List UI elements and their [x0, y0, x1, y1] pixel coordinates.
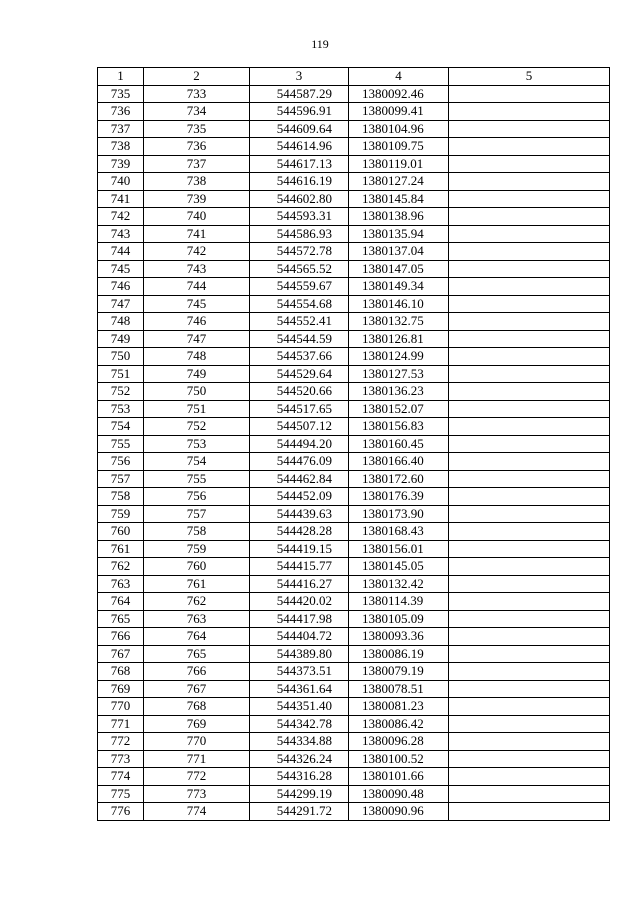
point-number-cell: 742	[98, 208, 144, 226]
table-row	[98, 418, 610, 436]
point-number-cell: 740	[98, 173, 144, 191]
y-coordinate-cell: 1380093.36	[349, 628, 449, 646]
y-coordinate-cell: 1380166.40	[349, 453, 449, 471]
table-row	[98, 278, 610, 296]
x-coordinate-cell: 544517.65	[250, 400, 349, 418]
note-cell	[449, 208, 610, 226]
prev-point-cell: 754	[144, 453, 250, 471]
y-coordinate-cell: 1380081.23	[349, 698, 449, 716]
y-coordinate-cell: 1380109.75	[349, 138, 449, 156]
x-coordinate-cell: 544554.68	[250, 295, 349, 313]
note-cell	[449, 540, 610, 558]
y-coordinate-cell: 1380086.42	[349, 715, 449, 733]
note-cell	[449, 505, 610, 523]
column-header-4: 4	[349, 68, 449, 86]
point-number-cell: 760	[98, 523, 144, 541]
point-number-cell: 739	[98, 155, 144, 173]
prev-point-cell: 774	[144, 803, 250, 821]
table-row	[98, 225, 610, 243]
point-number-cell: 756	[98, 453, 144, 471]
x-coordinate-cell: 544342.78	[250, 715, 349, 733]
prev-point-cell: 737	[144, 155, 250, 173]
point-number-cell: 771	[98, 715, 144, 733]
point-number-cell: 776	[98, 803, 144, 821]
note-cell	[449, 260, 610, 278]
table-row	[98, 103, 610, 121]
table-row	[98, 435, 610, 453]
note-cell	[449, 418, 610, 436]
x-coordinate-cell: 544596.91	[250, 103, 349, 121]
point-number-cell: 757	[98, 470, 144, 488]
y-coordinate-cell: 1380078.51	[349, 680, 449, 698]
y-coordinate-cell: 1380124.99	[349, 348, 449, 366]
table-row	[98, 260, 610, 278]
x-coordinate-cell: 544351.40	[250, 698, 349, 716]
note-cell	[449, 103, 610, 121]
y-coordinate-cell: 1380132.42	[349, 575, 449, 593]
y-coordinate-cell: 1380096.28	[349, 733, 449, 751]
note-cell	[449, 785, 610, 803]
table-row	[98, 453, 610, 471]
table-row	[98, 680, 610, 698]
prev-point-cell: 744	[144, 278, 250, 296]
prev-point-cell: 759	[144, 540, 250, 558]
prev-point-cell: 761	[144, 575, 250, 593]
point-number-cell: 744	[98, 243, 144, 261]
note-cell	[449, 680, 610, 698]
prev-point-cell: 756	[144, 488, 250, 506]
x-coordinate-cell: 544439.63	[250, 505, 349, 523]
prev-point-cell: 770	[144, 733, 250, 751]
table-row	[98, 243, 610, 261]
table-row	[98, 330, 610, 348]
table-row	[98, 313, 610, 331]
point-number-cell: 741	[98, 190, 144, 208]
prev-point-cell: 757	[144, 505, 250, 523]
table-row	[98, 295, 610, 313]
prev-point-cell: 771	[144, 750, 250, 768]
note-cell	[449, 155, 610, 173]
x-coordinate-cell: 544614.96	[250, 138, 349, 156]
prev-point-cell: 740	[144, 208, 250, 226]
table-row	[98, 488, 610, 506]
table-row	[98, 803, 610, 821]
y-coordinate-cell: 1380176.39	[349, 488, 449, 506]
prev-point-cell: 749	[144, 365, 250, 383]
note-cell	[449, 278, 610, 296]
note-cell	[449, 610, 610, 628]
note-cell	[449, 768, 610, 786]
note-cell	[449, 663, 610, 681]
prev-point-cell: 762	[144, 593, 250, 611]
table-row	[98, 593, 610, 611]
point-number-cell: 775	[98, 785, 144, 803]
note-cell	[449, 698, 610, 716]
x-coordinate-cell: 544494.20	[250, 435, 349, 453]
point-number-cell: 762	[98, 558, 144, 576]
prev-point-cell: 734	[144, 103, 250, 121]
y-coordinate-cell: 1380099.41	[349, 103, 449, 121]
note-cell	[449, 435, 610, 453]
point-number-cell: 745	[98, 260, 144, 278]
x-coordinate-cell: 544609.64	[250, 120, 349, 138]
point-number-cell: 750	[98, 348, 144, 366]
point-number-cell: 763	[98, 575, 144, 593]
x-coordinate-cell: 544476.09	[250, 453, 349, 471]
note-cell	[449, 470, 610, 488]
note-cell	[449, 733, 610, 751]
page-number: 119	[311, 37, 329, 51]
x-coordinate-cell: 544565.52	[250, 260, 349, 278]
y-coordinate-cell: 1380168.43	[349, 523, 449, 541]
x-coordinate-cell: 544617.13	[250, 155, 349, 173]
prev-point-cell: 741	[144, 225, 250, 243]
prev-point-cell: 755	[144, 470, 250, 488]
x-coordinate-cell: 544552.41	[250, 313, 349, 331]
coordinates-table	[97, 67, 610, 821]
x-coordinate-cell: 544452.09	[250, 488, 349, 506]
x-coordinate-cell: 544586.93	[250, 225, 349, 243]
prev-point-cell: 753	[144, 435, 250, 453]
table-row	[98, 400, 610, 418]
point-number-cell: 766	[98, 628, 144, 646]
note-cell	[449, 365, 610, 383]
y-coordinate-cell: 1380127.24	[349, 173, 449, 191]
x-coordinate-cell: 544544.59	[250, 330, 349, 348]
note-cell	[449, 120, 610, 138]
prev-point-cell: 752	[144, 418, 250, 436]
point-number-cell: 770	[98, 698, 144, 716]
note-cell	[449, 575, 610, 593]
table-row	[98, 138, 610, 156]
table-row	[98, 733, 610, 751]
point-number-cell: 773	[98, 750, 144, 768]
prev-point-cell: 763	[144, 610, 250, 628]
y-coordinate-cell: 1380145.84	[349, 190, 449, 208]
prev-point-cell: 773	[144, 785, 250, 803]
y-coordinate-cell: 1380152.07	[349, 400, 449, 418]
column-header-2: 2	[144, 68, 250, 86]
prev-point-cell: 760	[144, 558, 250, 576]
y-coordinate-cell: 1380104.96	[349, 120, 449, 138]
point-number-cell: 735	[98, 85, 144, 103]
prev-point-cell: 768	[144, 698, 250, 716]
point-number-cell: 768	[98, 663, 144, 681]
x-coordinate-cell: 544361.64	[250, 680, 349, 698]
x-coordinate-cell: 544291.72	[250, 803, 349, 821]
prev-point-cell: 758	[144, 523, 250, 541]
x-coordinate-cell: 544616.19	[250, 173, 349, 191]
prev-point-cell: 751	[144, 400, 250, 418]
prev-point-cell: 739	[144, 190, 250, 208]
column-header-1: 1	[98, 68, 144, 86]
table-row	[98, 750, 610, 768]
note-cell	[449, 225, 610, 243]
table-row	[98, 365, 610, 383]
y-coordinate-cell: 1380146.10	[349, 295, 449, 313]
note-cell	[449, 330, 610, 348]
y-coordinate-cell: 1380114.39	[349, 593, 449, 611]
x-coordinate-cell: 544529.64	[250, 365, 349, 383]
point-number-cell: 755	[98, 435, 144, 453]
prev-point-cell: 738	[144, 173, 250, 191]
note-cell	[449, 348, 610, 366]
y-coordinate-cell: 1380136.23	[349, 383, 449, 401]
y-coordinate-cell: 1380101.66	[349, 768, 449, 786]
prev-point-cell: 746	[144, 313, 250, 331]
y-coordinate-cell: 1380079.19	[349, 663, 449, 681]
x-coordinate-cell: 544420.02	[250, 593, 349, 611]
y-coordinate-cell: 1380156.01	[349, 540, 449, 558]
table-row	[98, 470, 610, 488]
prev-point-cell: 733	[144, 85, 250, 103]
x-coordinate-cell: 544415.77	[250, 558, 349, 576]
table-row	[98, 715, 610, 733]
note-cell	[449, 173, 610, 191]
prev-point-cell: 765	[144, 645, 250, 663]
y-coordinate-cell: 1380147.05	[349, 260, 449, 278]
note-cell	[449, 558, 610, 576]
x-coordinate-cell: 544316.28	[250, 768, 349, 786]
y-coordinate-cell: 1380172.60	[349, 470, 449, 488]
note-cell	[449, 750, 610, 768]
point-number-cell: 753	[98, 400, 144, 418]
point-number-cell: 767	[98, 645, 144, 663]
table-row	[98, 85, 610, 103]
point-number-cell: 754	[98, 418, 144, 436]
y-coordinate-cell: 1380090.96	[349, 803, 449, 821]
table-row	[98, 698, 610, 716]
prev-point-cell: 769	[144, 715, 250, 733]
table-row	[98, 785, 610, 803]
point-number-cell: 769	[98, 680, 144, 698]
x-coordinate-cell: 544389.80	[250, 645, 349, 663]
prev-point-cell: 747	[144, 330, 250, 348]
table-row	[98, 120, 610, 138]
y-coordinate-cell: 1380127.53	[349, 365, 449, 383]
y-coordinate-cell: 1380156.83	[349, 418, 449, 436]
x-coordinate-cell: 544602.80	[250, 190, 349, 208]
prev-point-cell: 766	[144, 663, 250, 681]
y-coordinate-cell: 1380138.96	[349, 208, 449, 226]
table-row	[98, 558, 610, 576]
point-number-cell: 748	[98, 313, 144, 331]
point-number-cell: 751	[98, 365, 144, 383]
prev-point-cell: 735	[144, 120, 250, 138]
y-coordinate-cell: 1380132.75	[349, 313, 449, 331]
point-number-cell: 765	[98, 610, 144, 628]
point-number-cell: 758	[98, 488, 144, 506]
x-coordinate-cell: 544416.27	[250, 575, 349, 593]
point-number-cell: 737	[98, 120, 144, 138]
table-row	[98, 155, 610, 173]
y-coordinate-cell: 1380173.90	[349, 505, 449, 523]
table-row	[98, 208, 610, 226]
y-coordinate-cell: 1380137.04	[349, 243, 449, 261]
note-cell	[449, 593, 610, 611]
note-cell	[449, 523, 610, 541]
x-coordinate-cell: 544373.51	[250, 663, 349, 681]
note-cell	[449, 715, 610, 733]
y-coordinate-cell: 1380086.19	[349, 645, 449, 663]
y-coordinate-cell: 1380090.48	[349, 785, 449, 803]
y-coordinate-cell: 1380126.81	[349, 330, 449, 348]
point-number-cell: 774	[98, 768, 144, 786]
note-cell	[449, 190, 610, 208]
x-coordinate-cell: 544587.29	[250, 85, 349, 103]
note-cell	[449, 313, 610, 331]
table-row	[98, 610, 610, 628]
x-coordinate-cell: 544507.12	[250, 418, 349, 436]
point-number-cell: 738	[98, 138, 144, 156]
x-coordinate-cell: 544334.88	[250, 733, 349, 751]
y-coordinate-cell: 1380149.34	[349, 278, 449, 296]
point-number-cell: 764	[98, 593, 144, 611]
x-coordinate-cell: 544559.67	[250, 278, 349, 296]
note-cell	[449, 645, 610, 663]
table-row	[98, 768, 610, 786]
note-cell	[449, 628, 610, 646]
prev-point-cell: 745	[144, 295, 250, 313]
table-body	[98, 85, 610, 820]
table-row	[98, 575, 610, 593]
point-number-cell: 752	[98, 383, 144, 401]
point-number-cell: 761	[98, 540, 144, 558]
table-row	[98, 645, 610, 663]
table-row	[98, 173, 610, 191]
point-number-cell: 759	[98, 505, 144, 523]
y-coordinate-cell: 1380160.45	[349, 435, 449, 453]
x-coordinate-cell: 544419.15	[250, 540, 349, 558]
y-coordinate-cell: 1380092.46	[349, 85, 449, 103]
note-cell	[449, 138, 610, 156]
table-row	[98, 190, 610, 208]
table-row	[98, 505, 610, 523]
note-cell	[449, 803, 610, 821]
x-coordinate-cell: 544520.66	[250, 383, 349, 401]
column-header-5: 5	[449, 68, 610, 86]
point-number-cell: 743	[98, 225, 144, 243]
table-row	[98, 523, 610, 541]
x-coordinate-cell: 544428.28	[250, 523, 349, 541]
y-coordinate-cell: 1380100.52	[349, 750, 449, 768]
y-coordinate-cell: 1380145.05	[349, 558, 449, 576]
x-coordinate-cell: 544572.78	[250, 243, 349, 261]
column-header-3: 3	[250, 68, 349, 86]
table-row	[98, 628, 610, 646]
x-coordinate-cell: 544326.24	[250, 750, 349, 768]
note-cell	[449, 383, 610, 401]
point-number-cell: 772	[98, 733, 144, 751]
prev-point-cell: 767	[144, 680, 250, 698]
table-header-row	[98, 68, 610, 86]
x-coordinate-cell: 544462.84	[250, 470, 349, 488]
prev-point-cell: 742	[144, 243, 250, 261]
note-cell	[449, 400, 610, 418]
table-row	[98, 383, 610, 401]
x-coordinate-cell: 544537.66	[250, 348, 349, 366]
prev-point-cell: 764	[144, 628, 250, 646]
x-coordinate-cell: 544593.31	[250, 208, 349, 226]
table-row	[98, 663, 610, 681]
x-coordinate-cell: 544417.98	[250, 610, 349, 628]
point-number-cell: 747	[98, 295, 144, 313]
y-coordinate-cell: 1380105.09	[349, 610, 449, 628]
point-number-cell: 736	[98, 103, 144, 121]
point-number-cell: 746	[98, 278, 144, 296]
prev-point-cell: 772	[144, 768, 250, 786]
x-coordinate-cell: 544404.72	[250, 628, 349, 646]
note-cell	[449, 453, 610, 471]
prev-point-cell: 743	[144, 260, 250, 278]
note-cell	[449, 85, 610, 103]
note-cell	[449, 488, 610, 506]
note-cell	[449, 295, 610, 313]
note-cell	[449, 243, 610, 261]
y-coordinate-cell: 1380119.01	[349, 155, 449, 173]
prev-point-cell: 750	[144, 383, 250, 401]
table-row	[98, 348, 610, 366]
y-coordinate-cell: 1380135.94	[349, 225, 449, 243]
point-number-cell: 749	[98, 330, 144, 348]
prev-point-cell: 748	[144, 348, 250, 366]
x-coordinate-cell: 544299.19	[250, 785, 349, 803]
prev-point-cell: 736	[144, 138, 250, 156]
table-row	[98, 540, 610, 558]
